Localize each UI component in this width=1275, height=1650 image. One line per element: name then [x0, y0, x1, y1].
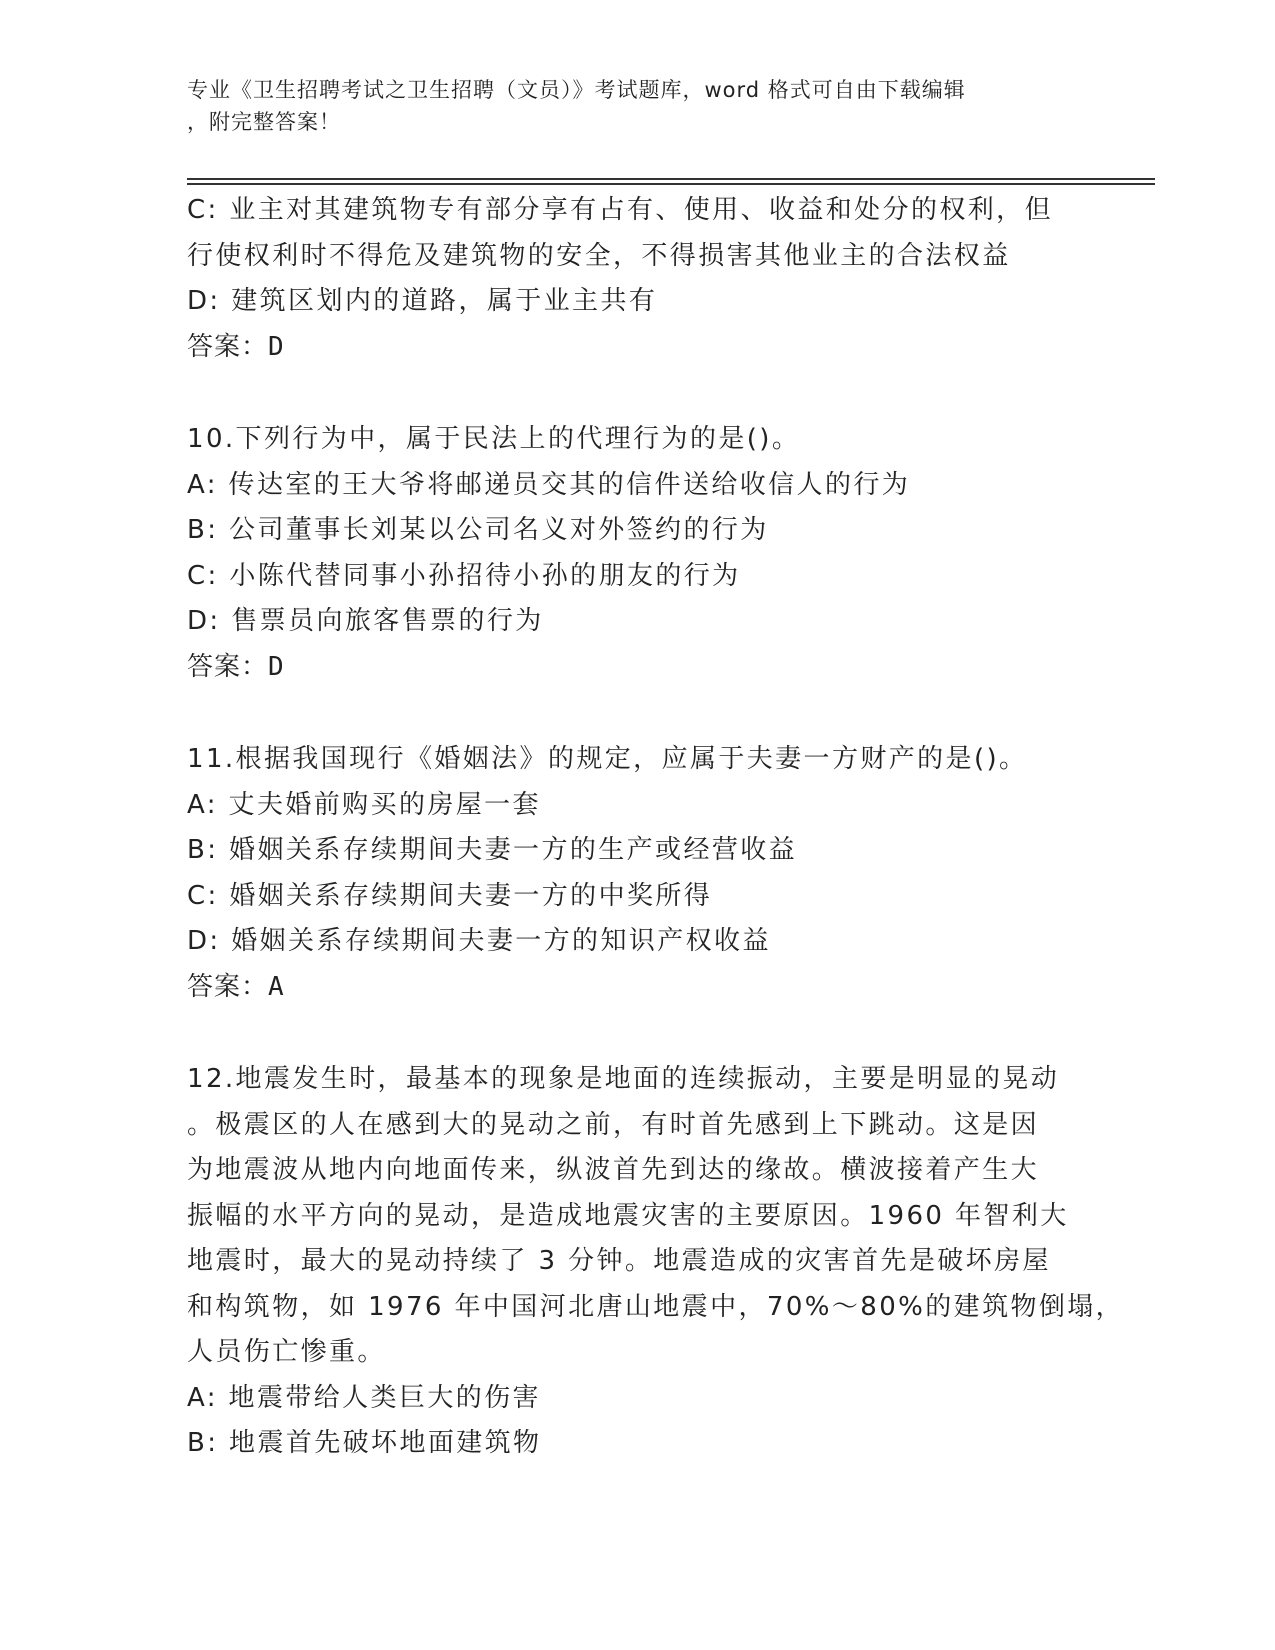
answer-line: [187, 325, 1087, 371]
question-continued: [187, 188, 1087, 370]
question-12: [187, 1057, 1125, 1467]
option-a: A: 传达室的王大爷将邮递员交其的信件送给收信人的行为: [187, 469, 911, 500]
question-stem: 11.根据我国现行《婚姻法》的规定，应属于夫妻一方财产的是()。: [187, 744, 1028, 774]
option-b: B: 婚姻关系存续期间夫妻一方的生产或经营收益: [187, 835, 798, 865]
header-divider-bottom: [187, 183, 1155, 185]
question-stem-line: 12.地震发生时，最基本的现象是地面的连续振动，主要是明显的晃动: [187, 1064, 1060, 1094]
answer-label: 答案：: [187, 331, 269, 362]
answer-line: [187, 965, 1087, 1011]
option-b: B: 地震首先破坏地面建筑物: [187, 1428, 542, 1458]
option-c-continued: 行使权利时不得危及建筑物的安全，不得损害其他业主的合法权益: [187, 240, 1011, 271]
header-line-1: 专业《卫生招聘考试之卫生招聘（文员）》考试题库，word 格式可自由下载编辑: [187, 78, 966, 102]
answer-label: 答案：: [187, 651, 269, 682]
question-10: [187, 417, 1087, 690]
option-a: A: 地震带给人类巨大的伤害: [187, 1382, 541, 1413]
answer-label: 答案：: [187, 971, 269, 1002]
question-stem-line: 和构筑物，如 1976 年中国河北唐山地震中，70%～80%的建筑物倒塌，: [187, 1291, 1125, 1322]
question-stem-line: 为地震波从地内向地面传来，纵波首先到达的缘故。横波接着产生大: [187, 1155, 1040, 1185]
option-c: C: 业主对其建筑物专有部分享有占有、使用、收益和处分的权利，但: [187, 195, 1053, 225]
question-stem-line: 。极震区的人在感到大的晃动之前，有时首先感到上下跳动。这是因: [187, 1109, 1040, 1140]
answer-value: D: [268, 331, 285, 362]
option-b: B: 公司董事长刘某以公司名义对外签约的行为: [187, 515, 769, 545]
option-d: D: 售票员向旅客售票的行为: [187, 606, 544, 636]
option-a: A: 丈夫婚前购买的房屋一套: [187, 789, 541, 820]
option-c: C: 婚姻关系存续期间夫妻一方的中奖所得: [187, 880, 713, 911]
option-c: C: 小陈代替同事小孙招待小孙的朋友的行为: [187, 560, 741, 591]
document-header: [187, 74, 1067, 138]
question-content: [187, 188, 1125, 1467]
answer-line: [187, 645, 1087, 691]
question-stem-line: 人员伤亡惨重。: [187, 1337, 386, 1367]
answer-value: D: [268, 651, 285, 682]
option-d: D: 婚姻关系存续期间夫妻一方的知识产权收益: [187, 926, 771, 956]
header-divider-top: [187, 178, 1155, 180]
question-stem-line: 地震时，最大的晃动持续了 3 分钟。地震造成的灾害首先是破坏房屋: [187, 1246, 1051, 1276]
question-stem: 10.下列行为中，属于民法上的代理行为的是()。: [187, 424, 801, 454]
option-d: D: 建筑区划内的道路，属于业主共有: [187, 286, 658, 316]
header-line-2: ，附完整答案！: [187, 110, 341, 134]
question-stem-line: 振幅的水平方向的晃动，是造成地震灾害的主要原因。1960 年智利大: [187, 1200, 1069, 1231]
answer-value: A: [268, 971, 285, 1002]
question-11: [187, 737, 1087, 1010]
